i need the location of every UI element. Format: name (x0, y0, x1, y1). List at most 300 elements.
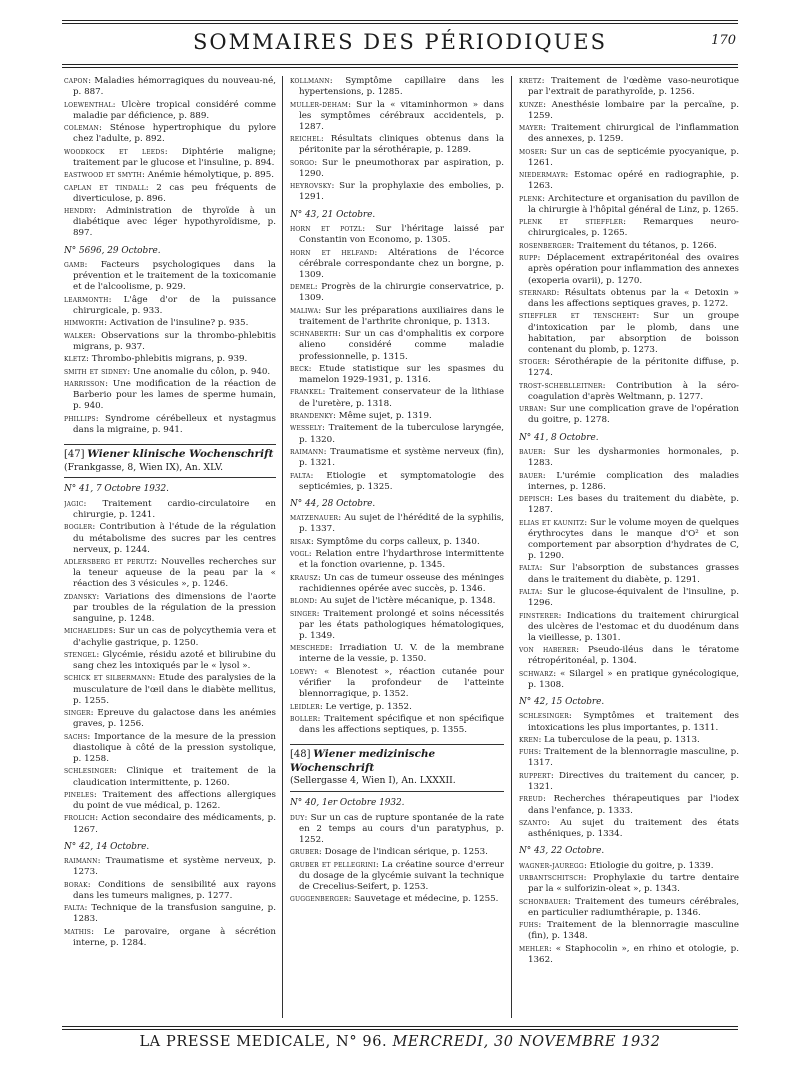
entry-author: singer (290, 608, 317, 618)
entry-author: stieffler et tenscheht (519, 311, 637, 321)
summary-entry (519, 471, 739, 493)
entry-text: : Relation entre l'hydarthrose intermittente et la fonction ovarienne, p. 1345. (299, 549, 504, 571)
entry-text: : Sur le pneumothorax par aspiration, p. 1290. (299, 157, 504, 179)
entry-author: stengel (64, 649, 97, 659)
entry-author: schick et silbermann (64, 673, 153, 683)
summary-entry (64, 147, 276, 169)
entry-author: raimann (64, 856, 98, 866)
issue-heading: N° 43, 22 Octobre. (519, 846, 605, 857)
summary-entry (519, 735, 739, 746)
entry-text: : La tuberculose de la peau, p. 1313. (538, 734, 700, 745)
entry-author: raimann (290, 447, 324, 456)
entry-author: learmonth (64, 294, 109, 304)
entry-text: : « Staphocolin », en rhino et otologie, p. 1362. (528, 943, 739, 965)
entry-author: krausz (290, 572, 318, 582)
entry-author: mehler (519, 943, 549, 953)
summary-entry (519, 123, 739, 145)
entry-author: fuhs (519, 747, 539, 757)
entry-author: harrisson (64, 378, 106, 388)
entry-text: : Sur la « vitaminhormon » dans les symptômes cérébraux accidentels, p. 1287. (299, 99, 504, 132)
summary-entry (64, 766, 276, 788)
entry-text: : Traitement prolongé et soins nécessités par les états pathologiques hématologiques, p. 1349. (299, 608, 504, 641)
summary-entry (64, 170, 276, 181)
summary-entry (64, 499, 276, 521)
entry-text: : Prophylaxie du tartre dentaire par la « sulforizin-oleat », p. 1343. (528, 873, 739, 895)
summary-entry (290, 224, 504, 246)
entry-author: smith et sidney (64, 366, 128, 376)
journal-publisher: (Sellergasse 4, Wien I), An. LXXXII. (290, 775, 456, 787)
entry-author: gruber (290, 847, 319, 857)
entry-text: : Thrombo-phlebitis migrans, p. 939. (86, 354, 248, 365)
entry-text: : Maladies hémorragiques du nouveau-né, p. 887. (73, 76, 276, 98)
entry-text: : Variations des dimensions de l'aorte par troubles de la régulation de la pression sanguine, p. 1248. (73, 591, 276, 624)
entry-author: ruppert (519, 770, 551, 780)
entry-text: : Sur un cas d'omphalitis ex corpore alieno considéré comme maladie professionnelle, p. 1315. (299, 329, 504, 362)
entry-text: : Sur les dysharmonies hormonales, p. 1283. (528, 447, 739, 469)
entry-text: : Sténose hypertrophique du pylore chez l'adulte, p. 892. (73, 123, 276, 145)
issue-heading: N° 42, 14 Octobre. (64, 841, 150, 852)
entry-text: : Epreuve du galactose dans les anémies graves, p. 1256. (73, 708, 276, 730)
page-number: 170 (711, 33, 736, 48)
entry-text: : Traitement des affections allergiques du point de vue médical, p. 1262. (73, 789, 276, 812)
entry-author: woodkock et leeds (64, 146, 165, 156)
entry-text: : Etude statistique sur les spasmes du mamelon 1929-1931, p. 1316. (299, 363, 504, 386)
summary-entry (290, 306, 504, 328)
columns (64, 76, 740, 1018)
summary-entry (519, 518, 739, 563)
entry-text: : Sur les préparations auxiliaires dans le traitement de l'arthrite chronique, p. 1313. (299, 305, 504, 327)
entry-text: : Sur un cas de polycythemia vera et d'achylie gastrique, p. 1250. (73, 626, 276, 648)
entry-author: fuhs (519, 920, 539, 930)
entry-text: : Traitement spécifique et non spécifique dans les affections septiques, p. 1355. (299, 713, 504, 736)
summary-entry (519, 288, 739, 310)
summary-entry (290, 411, 504, 422)
entry-text: : Ulcère tropical considéré comme maladie par déficience, p. 889. (73, 99, 276, 121)
entry-text: : Traitement de la tuberculose laryngée, p. 1320. (299, 423, 504, 445)
summary-entry (64, 592, 276, 625)
top-rule (62, 20, 738, 21)
summary-entry (290, 76, 504, 98)
entry-author: freud (519, 794, 543, 804)
entry-author: schnaberth (290, 329, 338, 339)
summary-entry (290, 596, 504, 607)
column-divider (511, 76, 512, 1018)
entry-author: gamb (64, 259, 85, 269)
summary-entry (64, 790, 276, 812)
summary-entry (64, 732, 276, 765)
entry-text: : Nouvelles recherches sur la teneur aqueuse de la peau par la « réaction des 3 vésicules », p. 1246. (73, 557, 276, 590)
issue-heading: N° 5696, 29 Octobre. (64, 245, 161, 256)
entry-text: : Une anomalie du côlon, p. 940. (127, 366, 271, 377)
entry-text: : Traitement conservateur de la lithiase de l'uretère, p. 1318. (299, 387, 504, 409)
entry-author: bauer (519, 447, 543, 456)
summary-entry (64, 856, 276, 878)
page-title: SOMMAIRES DES PÉRIODIQUES (192, 30, 608, 54)
entry-author: demel (290, 282, 315, 292)
summary-entry (519, 920, 739, 942)
entry-text: : Contribution à l'étude de la régulation du métabolisme des sucres par les centres nerveux, p. 1244. (73, 522, 276, 555)
entry-text: : Etiologie et symptomatologie des septicémies, p. 1325. (299, 470, 504, 492)
summary-entry (290, 447, 504, 469)
entry-author: guggenberger (290, 894, 349, 904)
entry-text: : Sérothérapie de la péritonite diffuse, p. 1274. (528, 357, 739, 379)
entry-author: leidler (290, 701, 320, 711)
entry-text: : Action secondaire des médicaments, p. 1267. (73, 813, 276, 835)
entry-author: bogler (64, 522, 93, 532)
entry-text: : L'âge d'or de la puissance chirurgicale, p. 933. (73, 294, 276, 316)
entry-text: : Symptôme capillaire dans les hypertensions, p. 1285. (299, 76, 504, 98)
summary-entry (519, 611, 739, 644)
summary-entry (64, 206, 276, 239)
entry-text: : Sur le glucose-équivalent de l'insuline, p. 1296. (528, 586, 739, 609)
summary-entry (290, 609, 504, 642)
entry-text: : Administration de thyroïde à un diabétique avec léger hypothyroïdisme, p. 897. (73, 206, 276, 239)
summary-entry (64, 100, 276, 122)
summary-entry (64, 903, 276, 925)
summary-entry (64, 522, 276, 555)
summary-entry (290, 513, 504, 535)
footer-number: N° 96. (336, 1034, 388, 1050)
entry-text: : Recherches thérapeutiques par l'iodex dans l'enfance, p. 1333. (528, 794, 739, 816)
entry-text: : Traitement cardio-circulatoire en chirurgie, p. 1241. (73, 498, 276, 520)
entry-author: hendry (64, 206, 94, 216)
summary-entry (64, 673, 276, 706)
entry-text: : Observations sur la thrombo-phlebitis migrans, p. 937. (73, 330, 276, 352)
summary-entry (290, 549, 504, 571)
entry-author: gruber et pellegrini (290, 859, 376, 869)
entry-text: : Etude des paralysies de la musculature de l'œil dans le diabète mellitus, p. 1255. (73, 673, 276, 706)
entry-author: pineles (64, 789, 94, 799)
entry-text: : Déplacement extrapéritonéal des ovaires après opération pour inflammation des annexes (exoperia ovarii), p. 1270. (528, 253, 739, 286)
entry-author: moser (519, 146, 545, 156)
column-divider (282, 76, 283, 1018)
entry-author: reichel (290, 134, 321, 144)
entry-text: : Une modification de la réaction de Barberio pour les lames de sperme humain, p. 940. (73, 378, 276, 412)
entry-text: : Le parovaire, organe à sécrétion interne, p. 1284. (73, 926, 276, 948)
entry-text: : Activation de l'insuline? p. 935. (104, 318, 249, 329)
entry-author: falta (519, 563, 540, 573)
entry-text: : Au sujet de l'ictère mécanique, p. 1348. (314, 596, 496, 607)
entry-author: vogl (290, 549, 309, 559)
summary-entry (519, 897, 739, 919)
issue-heading: N° 43, 21 Octobre. (290, 209, 376, 220)
summary-entry (290, 714, 504, 736)
summary-entry (290, 847, 504, 858)
entry-author: plenk et stieffler (519, 217, 624, 227)
summary-entry (290, 813, 504, 846)
entry-text: : Architecture et organisation du pavillon de la chirurgie à l'hôpital général de Linz, p. 1265. (528, 193, 739, 215)
summary-entry (519, 645, 739, 667)
entry-text: : Sur la prophylaxie des embolies, p. 1291. (299, 181, 504, 203)
entry-author: meschede (290, 643, 330, 653)
entry-text: : Traitement du tétanos, p. 1266. (571, 240, 717, 251)
entry-text: : « Blenotest », réaction cutanée pour vérifier la profondeur de l'atteinte blennorragique, p. 1352. (299, 666, 504, 700)
summary-entry (290, 364, 504, 386)
entry-author: walker (64, 330, 93, 340)
summary-entry (64, 650, 276, 672)
summary-entry (519, 873, 739, 895)
entry-text: : La créatine source d'erreur du dosage de la glycémie suivant la technique de Crecelius-Seifert, p. 1253. (299, 859, 504, 892)
summary-entry (519, 563, 739, 585)
summary-entry (64, 379, 276, 412)
entry-text: : Sur le volume moyen de quelques érythrocytes dans le manque d'O² et son comportement par absorption d'hydrates de C, p. 1290. (528, 517, 739, 562)
entry-text: : Dosage de l'indican sérique, p. 1253. (318, 847, 488, 858)
entry-text: : Sur un cas de septicémie pyocyanique, p. 1261. (528, 146, 739, 168)
entry-text: : Un cas de tumeur osseuse des méninges rachidiennes opérée avec succès, p. 1346. (299, 572, 504, 594)
entry-text: : Sur une complication grave de l'opération du goitre, p. 1278. (528, 404, 739, 426)
entry-author: plenk (519, 193, 543, 203)
entry-text: : Technique de la transfusion sanguine, p. 1283. (73, 903, 276, 925)
journal-heading (64, 444, 276, 479)
entry-author: schonbauer (519, 896, 568, 906)
summary-entry (64, 813, 276, 835)
entry-text: : Sur un cas de rupture spontanée de la rate en 2 temps au cours d'un paratyphus, p. 1252. (299, 812, 504, 845)
summary-entry (64, 626, 276, 648)
entry-author: loewy (290, 666, 315, 676)
entry-text: : Irradiation U. V. de la membrane interne de la vessie, p. 1350. (299, 643, 504, 665)
entry-text: : Même sujet, p. 1319. (333, 411, 432, 422)
summary-entry (290, 248, 504, 281)
entry-text: : Syndrome cérébelleux et nystagmus dans la migraine, p. 941. (73, 413, 276, 435)
entry-author: frolich (64, 813, 96, 823)
journal-number: [47] (64, 448, 85, 460)
entry-author: michaelides (64, 626, 113, 636)
issue-heading: N° 42, 15 Octobre. (519, 697, 605, 707)
entry-text: : Contribution à la séro-coagulation d'après Weltmann, p. 1277. (528, 380, 739, 402)
entry-text: : Progrès de la chirurgie conservatrice, p. 1309. (299, 282, 504, 304)
entry-author: blond (290, 596, 315, 606)
summary-entry (519, 861, 739, 872)
summary-entry (519, 253, 739, 286)
entry-text: : Importance de la mesure de la pression diastolique à côté de la pression systolique, p. 1258. (73, 731, 276, 764)
entry-author: jagic (64, 498, 84, 508)
entry-text: : Au sujet du traitement des états asthéniques, p. 1334. (528, 818, 739, 840)
journal-number: [48] (290, 749, 311, 761)
entry-text: : Directives du traitement du cancer, p. 1321. (528, 770, 739, 793)
entry-text: : Traitement de l'œdème vaso-neurotique par l'extrait de parathyroïde, p. 1256. (528, 76, 739, 98)
entry-text: : Résultats obtenus par la « Detoxin » dans les affections septiques graves, p. 1272. (528, 287, 739, 310)
summary-entry (519, 494, 739, 516)
entry-author: urbantschitsch (519, 873, 584, 883)
header-rule-double (62, 67, 738, 68)
summary-entry (519, 194, 739, 216)
entry-author: kletz (64, 354, 87, 364)
entry-author: borak (64, 879, 88, 889)
entry-author: schlesinger (64, 766, 114, 776)
entry-author: falta (64, 903, 85, 913)
entry-author: kretz (519, 76, 542, 85)
entry-text: : Altérations de l'écorce cérébrale correspondante chez un borgne, p. 1309. (299, 247, 504, 280)
entry-text: : Traitement des tumeurs cérébrales, en particulier radiumthérapie, p. 1346. (528, 896, 739, 918)
entry-author: niedermayr (519, 170, 566, 180)
entry-text: : Sauvetage et médecine, p. 1255. (348, 894, 499, 905)
summary-entry (64, 367, 276, 378)
summary-entry (64, 183, 276, 205)
summary-entry (290, 667, 504, 700)
entry-text: : Indications du traitement chirurgical des ulcères de l'estomac et du duodénum dans la vieillesse, p. 1301. (528, 610, 739, 643)
entry-author: boller (290, 713, 318, 723)
entry-text: : Traitement de la blennorragie masculine, p. 1317. (528, 747, 739, 769)
entry-text: : Estomac opéré en radiographie, p. 1263. (528, 170, 739, 192)
top-rule-double (62, 23, 738, 24)
entry-author: coleman (64, 123, 100, 133)
summary-entry (64, 76, 276, 98)
entry-text: : Facteurs psychologiques dans la prévention et le traitement de la toxicomanie et de l'alcoolisme, p. 929. (73, 259, 276, 293)
entry-author: horn et potzl (290, 223, 363, 233)
entry-text: : Etiologie du goitre, p. 1339. (583, 860, 714, 871)
summary-entry (519, 587, 739, 609)
entry-text: : L'urémie complication des maladies internes, p. 1286. (528, 470, 739, 492)
column-2 (290, 76, 504, 1018)
summary-entry (519, 381, 739, 403)
summary-entry (519, 711, 739, 733)
entry-text: : Remarques neuro-chirurgicales, p. 1265. (528, 217, 739, 239)
entry-text: : Traumatisme et système nerveux (fin), p. 1321. (299, 447, 504, 469)
entry-author: rosenberger (519, 240, 572, 250)
summary-entry (64, 708, 276, 730)
entry-author: szanto (519, 818, 547, 827)
summary-entry (519, 357, 739, 379)
entry-text: : Anesthésie lombaire par la percaïne, p. 1259. (528, 99, 739, 121)
summary-entry (519, 311, 739, 356)
entry-author: caplan et tindall (64, 182, 146, 192)
summary-entry (290, 181, 504, 203)
entry-text: : Symptômes et traitement des intoxications les plus importantes, p. 1311. (528, 711, 739, 733)
entry-author: loewenthal (64, 99, 113, 109)
summary-entry (64, 354, 276, 365)
entry-author: singer (64, 708, 91, 718)
entry-author: schwarz (519, 668, 554, 678)
entry-text: : Diphtérie maligne; traitement par le glucose et l'insuline, p. 894. (73, 146, 276, 168)
entry-author: matzenauer (290, 513, 339, 523)
summary-entry (290, 573, 504, 595)
summary-entry (290, 134, 504, 156)
summary-entry (290, 387, 504, 409)
header-rule (62, 64, 738, 65)
entry-author: falta (290, 470, 311, 480)
entry-author: maliwa (290, 305, 319, 315)
page-footer (62, 1034, 738, 1050)
summary-entry (519, 217, 739, 239)
entry-text: : Le vertige, p. 1352. (319, 701, 412, 712)
summary-entry (290, 158, 504, 180)
entry-text: : Conditions de sensibilité aux rayons dans les tumeurs malignes, p. 1277. (73, 879, 276, 901)
summary-entry (519, 747, 739, 769)
summary-entry (64, 260, 276, 293)
entry-text: : « Silargel » en pratique gynécologique, p. 1308. (528, 668, 739, 690)
entry-text: : Au sujet de l'hérédité de la syphilis, p. 1337. (299, 513, 504, 535)
entry-text: : Traitement chirurgical de l'inflammation des annexes, p. 1259. (528, 123, 739, 145)
footer-rule-double (62, 1029, 738, 1030)
entry-author: phillips (64, 413, 96, 423)
summary-entry (290, 643, 504, 665)
summary-entry (519, 794, 739, 816)
column-3 (519, 76, 739, 1018)
summary-entry (519, 147, 739, 169)
entry-author: beck (290, 363, 309, 373)
column-1 (64, 76, 276, 1018)
entry-author: elias et kaunitz (519, 517, 585, 527)
journal-heading (290, 744, 504, 792)
entry-text: : Résultats cliniques obtenus dans la péritonite par la sérothérapie, p. 1289. (299, 134, 504, 156)
summary-entry (290, 537, 504, 548)
entry-author: wessely (290, 423, 323, 433)
issue-heading: N° 40, 1er Octobre 1932. (290, 798, 405, 809)
summary-entry (290, 100, 504, 133)
entry-author: falta (519, 586, 540, 596)
summary-entry (64, 318, 276, 329)
entry-author: mathis (64, 926, 92, 936)
footer-journal: LA PRESSE MEDICALE, (139, 1034, 331, 1050)
summary-entry (519, 771, 739, 793)
entry-author: sachs (64, 731, 88, 741)
entry-author: capon (64, 76, 89, 85)
summary-entry (290, 282, 504, 304)
entry-author: trost-scheblleitner (519, 380, 603, 390)
summary-entry (519, 669, 739, 691)
entry-author: wagner-jauregg (519, 860, 584, 870)
entry-author: mayer (519, 123, 544, 133)
entry-author: von haberer (519, 645, 577, 655)
entry-author: adlersberg et perutz (64, 557, 155, 567)
journal-publisher: (Frankgasse, 8, Wien IX), An. XLV. (64, 461, 224, 473)
summary-entry (290, 894, 504, 905)
entry-author: urban (519, 404, 544, 414)
summary-entry (64, 557, 276, 590)
summary-entry (519, 100, 739, 122)
entry-text: : Clinique et traitement de la claudication intermittente, p. 1260. (73, 766, 276, 788)
entry-text: : Anémie hémolytique, p. 895. (141, 170, 274, 181)
entry-author: sorgo (290, 157, 315, 167)
entry-author: kren (519, 734, 539, 744)
entry-author: kollmann (290, 76, 330, 85)
entry-author: eastwood et smyth (64, 170, 142, 180)
entry-text: : Traumatisme et système nerveux, p. 1273. (73, 856, 276, 878)
journal-name: Wiener medizinische Wochenschrift (290, 748, 436, 775)
summary-entry (290, 860, 504, 893)
footer-rule (62, 1026, 738, 1027)
entry-author: stoger (519, 357, 547, 367)
summary-entry (64, 331, 276, 353)
issue-heading: N° 41, 7 Octobre 1932. (64, 484, 169, 495)
entry-author: rupp (519, 253, 538, 263)
summary-entry (290, 702, 504, 713)
entry-text: : Sur un groupe d'intoxication par le plomb, dans une habitation, par absorption de boisson contenant du plomb, p. 1273. (528, 311, 739, 355)
summary-entry (519, 818, 739, 840)
summary-entry (519, 404, 739, 426)
entry-author: kunze (519, 99, 544, 109)
entry-author: sternard (519, 287, 557, 297)
entry-author: depisch (519, 494, 550, 504)
entry-author: horn et helfand (290, 247, 375, 257)
entry-text: : 2 cas peu fréquents de diverticulose, p. 896. (73, 182, 276, 204)
entry-author: risak (290, 536, 311, 546)
summary-entry (519, 170, 739, 192)
summary-entry (64, 880, 276, 902)
entry-author: himworth (64, 318, 105, 328)
entry-text: : Pseudo-iléus dans le tératome rétropéritonéal, p. 1304. (528, 645, 739, 667)
summary-entry (64, 927, 276, 949)
entry-author: finsterer (519, 610, 559, 620)
entry-author: schlesinger (519, 711, 569, 721)
issue-heading: N° 44, 28 Octobre. (290, 498, 376, 509)
entry-text: : Glycémie, résidu azoté et bilirubine du sang chez les intoxiqués par le « lysol ». (73, 649, 276, 672)
entry-author: frankel (290, 387, 323, 397)
entry-author: muller-deham (290, 99, 349, 109)
entry-text: : Sur l'héritage laissé par Constantin von Economo, p. 1305. (299, 223, 504, 246)
issue-heading: N° 41, 8 Octobre. (519, 432, 599, 443)
summary-entry (64, 123, 276, 145)
